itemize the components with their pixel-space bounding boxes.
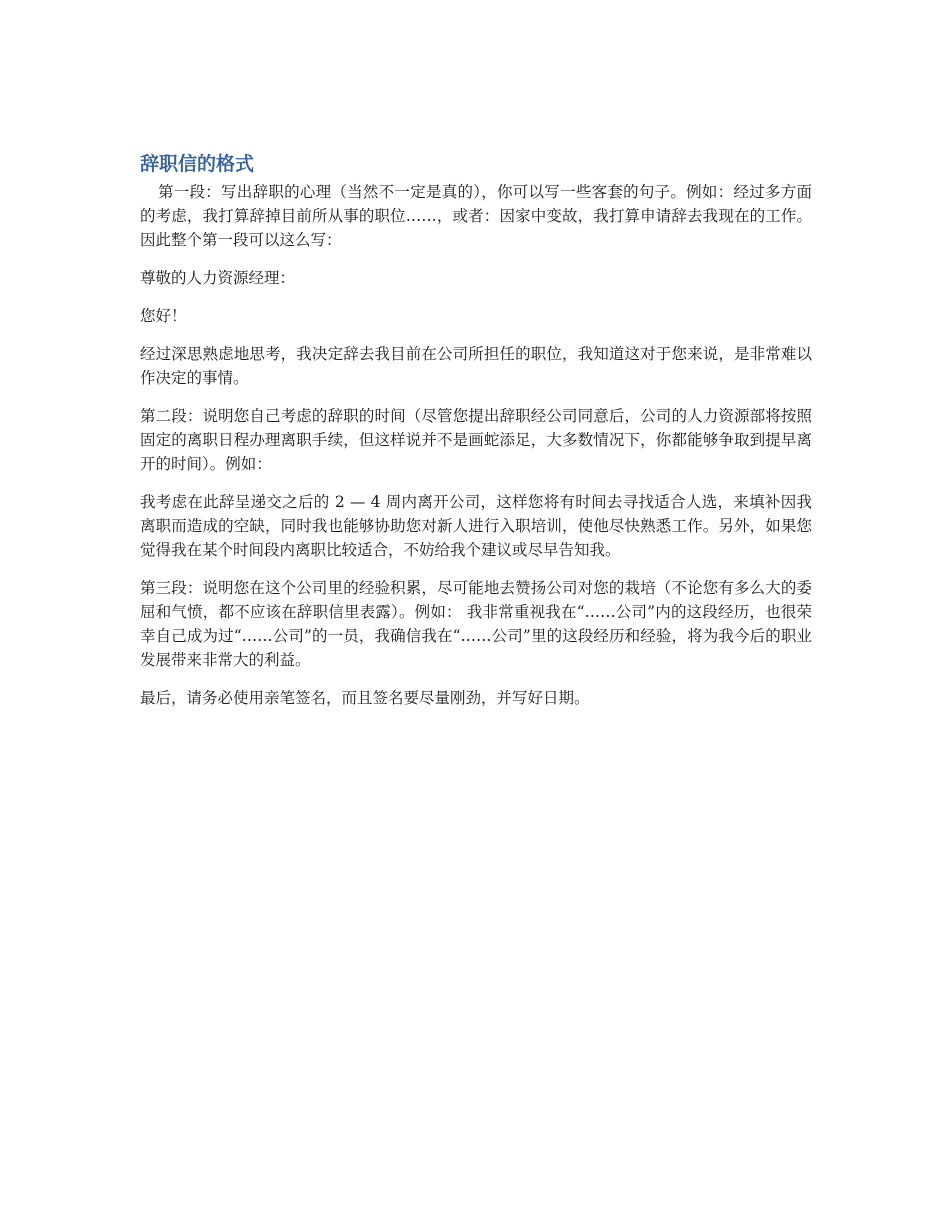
paragraph-timing-example: 我考虑在此辞呈递交之后的 2 — 4 周内离开公司，这样您将有时间去寻找适合人选，来填补因我离职而造成的空缺，同时我也能够协助您对新人进行入职培训，使他尽快熟悉工作。另外，如果您觉得我在某个时间段内离职比较适合，不妨给我个建议或尽早告知我。: [140, 493, 812, 559]
document-title: 辞职信的格式: [140, 153, 255, 175]
paragraph-salutation: 尊敬的人力资源经理：: [140, 269, 296, 287]
paragraph-closing: 最后，请务必使用亲笔签名，而且签名要尽量刚劲，并写好日期。: [140, 689, 590, 707]
paragraph-decision: 经过深思熟虑地思考，我决定辞去我目前在公司所担任的职位，我知道这对于您来说，是非常难以作决定的事情。: [140, 345, 812, 387]
paragraph-first-section: 第一段：写出辞职的心理（当然不一定是真的），你可以写一些客套的句子。例如：经过多方面的考虑，我打算辞掉目前所从事的职位……，或者：因家中变故，我打算申请辞去我现在的工作。因此整个第一段可以这么写：: [140, 183, 812, 249]
paragraph-third-section: 第三段：说明您在这个公司里的经验积累，尽可能地去赞扬公司对您的栽培（不论您有多么大的委屈和气愤，都不应该在辞职信里表露）。例如： 我非常重视我在“……公司”内的这段经历，也很荣幸自己成为过“……公司”的一员，我确信我在“……公司”里的这段经历和经验，将为我今后的职业发展带来非常大的利益。: [140, 579, 812, 669]
paragraph-greeting: 您好！: [140, 307, 187, 325]
paragraph-second-section: 第二段：说明您自己考虑的辞职的时间（尽管您提出辞职经公司同意后，公司的人力资源部将按照固定的离职日程办理离职手续，但这样说并不是画蛇添足，大多数情况下，你都能够争取到提早离开的时间）。例如：: [140, 407, 812, 473]
document-body: [140, 150, 812, 724]
